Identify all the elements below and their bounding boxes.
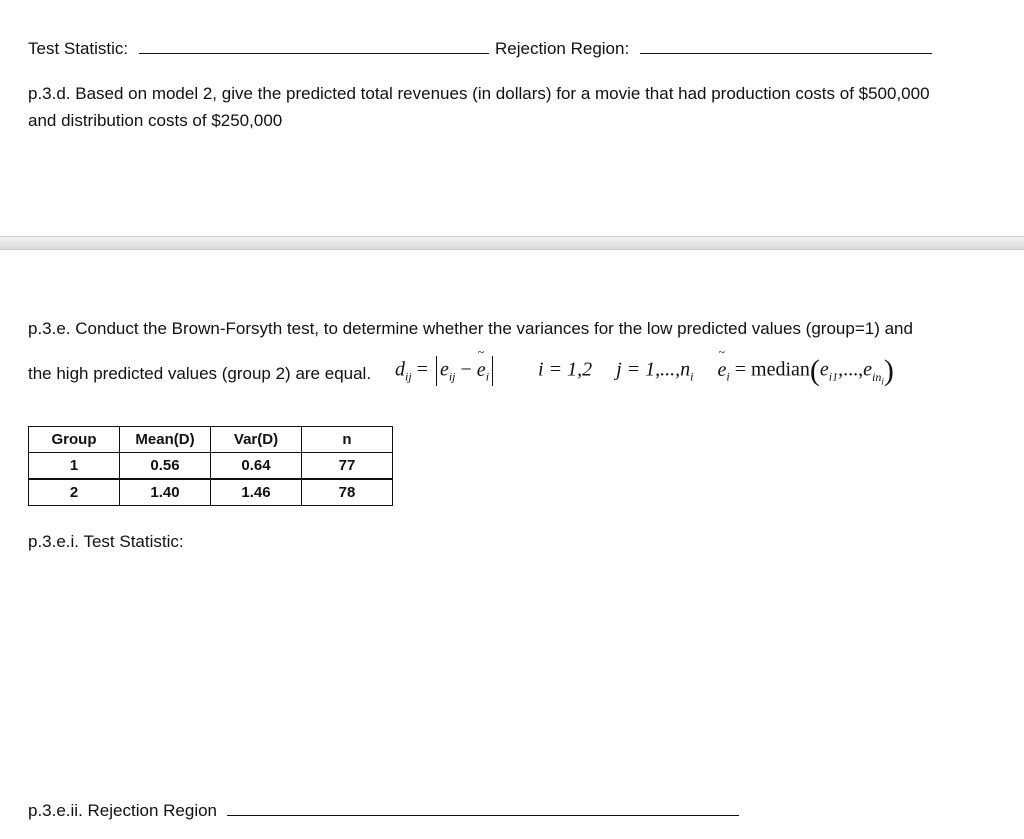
formula-minus: − — [455, 358, 477, 381]
formula-i-range: i = 1,2 — [538, 358, 593, 381]
table-row — [29, 479, 393, 506]
p3d-question-line1: p.3.d. Based on model 2, give the predicted total revenues (in dollars) for a movie that had production costs of $500,000 — [28, 84, 930, 103]
cell-n: 78 — [302, 479, 393, 506]
brown-forsyth-formula — [395, 354, 894, 388]
p3eii-label: p.3.e.ii. Rejection Region — [28, 801, 218, 820]
table-header-row — [29, 427, 393, 453]
rejection-region-label: Rejection Region: — [495, 39, 630, 58]
p3d-question-line2: and distribution costs of $250,000 — [28, 111, 283, 130]
cell-n: 77 — [302, 453, 393, 480]
formula-ei: e — [476, 358, 486, 381]
p3e-question-line2: the high predicted values (group 2) are equal. — [28, 364, 372, 383]
formula-median-word: = median — [729, 358, 810, 381]
cell-group: 1 — [29, 453, 120, 480]
rejection-region-line — [495, 39, 932, 59]
formula-median-lhs-sub: i — [726, 369, 730, 384]
formula-e-sub: ij — [448, 369, 456, 384]
header-group: Group — [29, 427, 120, 453]
abs-bar-left — [436, 356, 437, 386]
cell-var: 0.64 — [211, 453, 302, 480]
cell-var: 1.46 — [211, 479, 302, 506]
formula-j-range: j = 1,...,n — [616, 358, 691, 381]
formula-median-lhs: e — [717, 358, 727, 381]
formula-arg1-sub: i1 — [828, 369, 839, 384]
formula-dots: ,..., — [838, 358, 864, 381]
p3e-question-line1: p.3.e. Conduct the Brown-Forsyth test, to determine whether the variances for the low predicted values (group=1) and — [28, 319, 913, 338]
header-n: n — [302, 427, 393, 453]
formula-arg1: e — [819, 358, 829, 381]
test-statistic-line — [28, 39, 489, 59]
cell-mean: 1.40 — [120, 479, 211, 506]
formula-arg2-subsub: i — [881, 375, 884, 386]
rejection-region-answer-blank[interactable] — [227, 814, 739, 816]
cell-group: 2 — [29, 479, 120, 506]
formula-d: d — [395, 358, 405, 381]
formula-d-sub: ij — [405, 369, 412, 384]
brown-forsyth-table — [28, 426, 393, 506]
formula-eq: = — [411, 358, 433, 381]
header-mean: Mean(D) — [120, 427, 211, 453]
formula-ei-sub: i — [485, 369, 490, 384]
p3ei-label: p.3.e.i. Test Statistic: — [28, 532, 184, 551]
test-statistic-label: Test Statistic: — [28, 39, 129, 58]
formula-e: e — [439, 358, 449, 381]
rejection-region-blank[interactable] — [640, 52, 932, 54]
formula-arg2: e — [863, 358, 873, 381]
table-row — [29, 453, 393, 480]
cell-mean: 0.56 — [120, 453, 211, 480]
formula-paren-close: ) — [883, 354, 894, 387]
formula-j-sub: i — [690, 369, 694, 384]
p3eii-line — [28, 801, 739, 821]
header-var: Var(D) — [211, 427, 302, 453]
section-divider — [0, 236, 1024, 250]
abs-bar-right — [492, 356, 493, 386]
formula-arg2-sub: in — [872, 369, 882, 384]
test-statistic-blank[interactable] — [139, 52, 489, 54]
formula-paren-open: ( — [809, 354, 820, 387]
